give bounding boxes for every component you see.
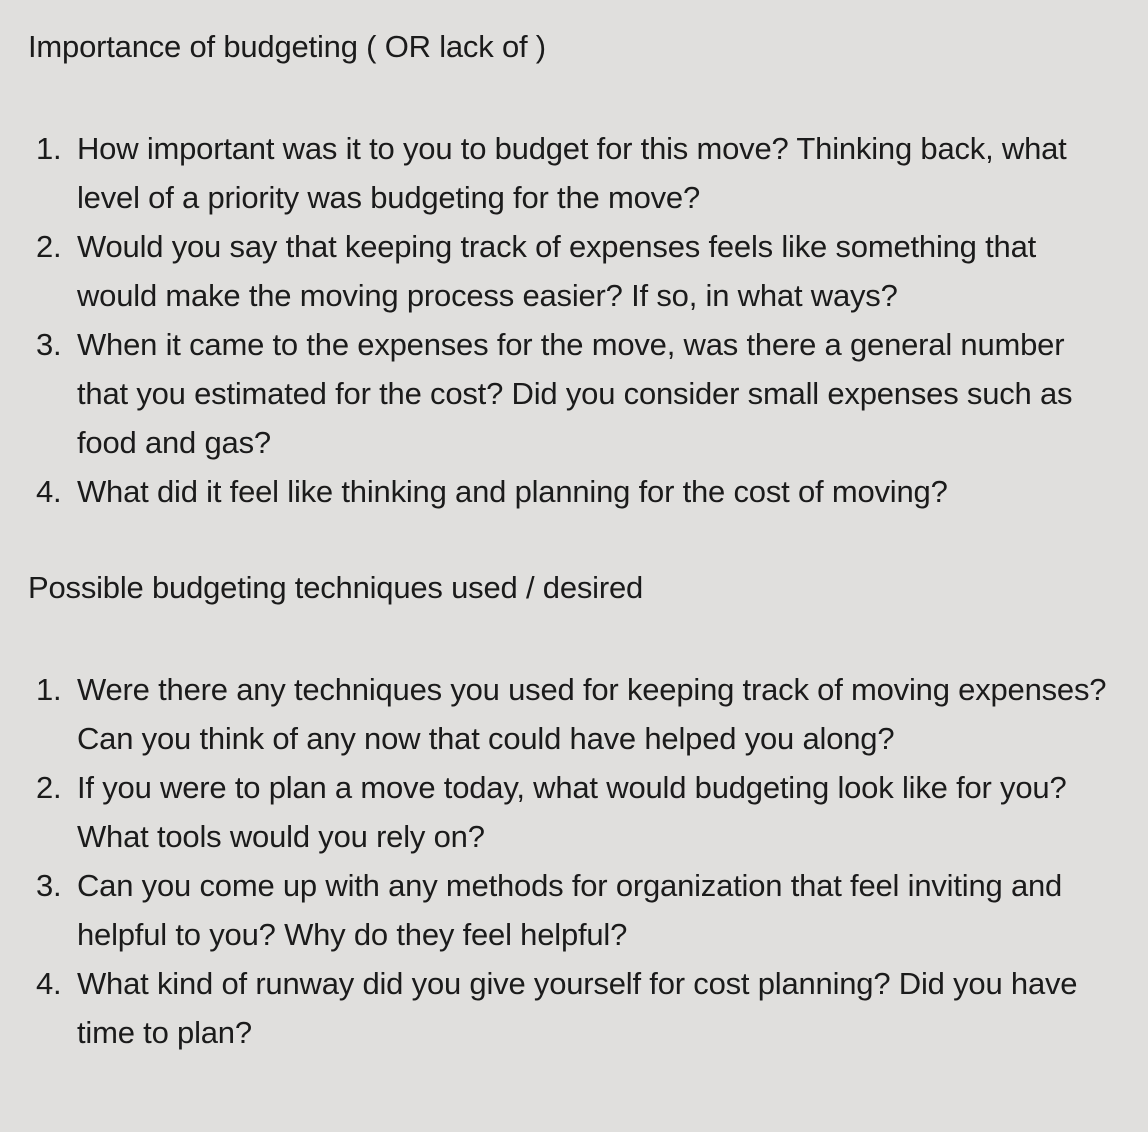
section-heading-budgeting-importance: Importance of budgeting ( OR lack of ): [28, 29, 546, 64]
question-number: 4.: [36, 966, 62, 1001]
question-item: [28, 320, 1120, 467]
question-list-budgeting-techniques: [28, 665, 1120, 1057]
question-item: [28, 467, 1120, 516]
section-heading-budgeting-techniques: Possible budgeting techniques used / desired: [28, 570, 644, 605]
question-number: 1.: [36, 672, 62, 707]
question-list-budgeting-importance: [28, 124, 1120, 516]
question-number: 4.: [36, 474, 62, 509]
question-number: 3.: [36, 327, 62, 362]
question-number: 2.: [36, 770, 62, 805]
question-number: 2.: [36, 229, 62, 264]
question-number: 3.: [36, 868, 62, 903]
question-text: What did it feel like thinking and planning for the cost of moving?: [77, 474, 948, 509]
question-text: How important was it to you to budget for this move? Thinking back, what level of a priority was budgeting for the move?: [77, 131, 1067, 215]
question-number: 1.: [36, 131, 62, 166]
question-item: [28, 124, 1120, 222]
question-item: [28, 222, 1120, 320]
question-text: Can you come up with any methods for organization that feel inviting and helpful to you? Why do they feel helpful?: [77, 868, 1063, 952]
question-item: [28, 959, 1120, 1057]
question-text: If you were to plan a move today, what would budgeting look like for you? What tools would you rely on?: [77, 770, 1067, 854]
question-item: [28, 861, 1120, 959]
question-item: [28, 763, 1120, 861]
question-text: Were there any techniques you used for keeping track of moving expenses? Can you think of any now that could have helped you along?: [77, 672, 1107, 756]
question-text: What kind of runway did you give yourself for cost planning? Did you have time to plan?: [77, 966, 1078, 1050]
question-item: [28, 665, 1120, 763]
question-text: Would you say that keeping track of expenses feels like something that would make the moving process easier? If so, in what ways?: [77, 229, 1037, 313]
question-text: When it came to the expenses for the move, was there a general number that you estimated for the cost? Did you consider small expenses such as food and gas?: [77, 327, 1073, 460]
